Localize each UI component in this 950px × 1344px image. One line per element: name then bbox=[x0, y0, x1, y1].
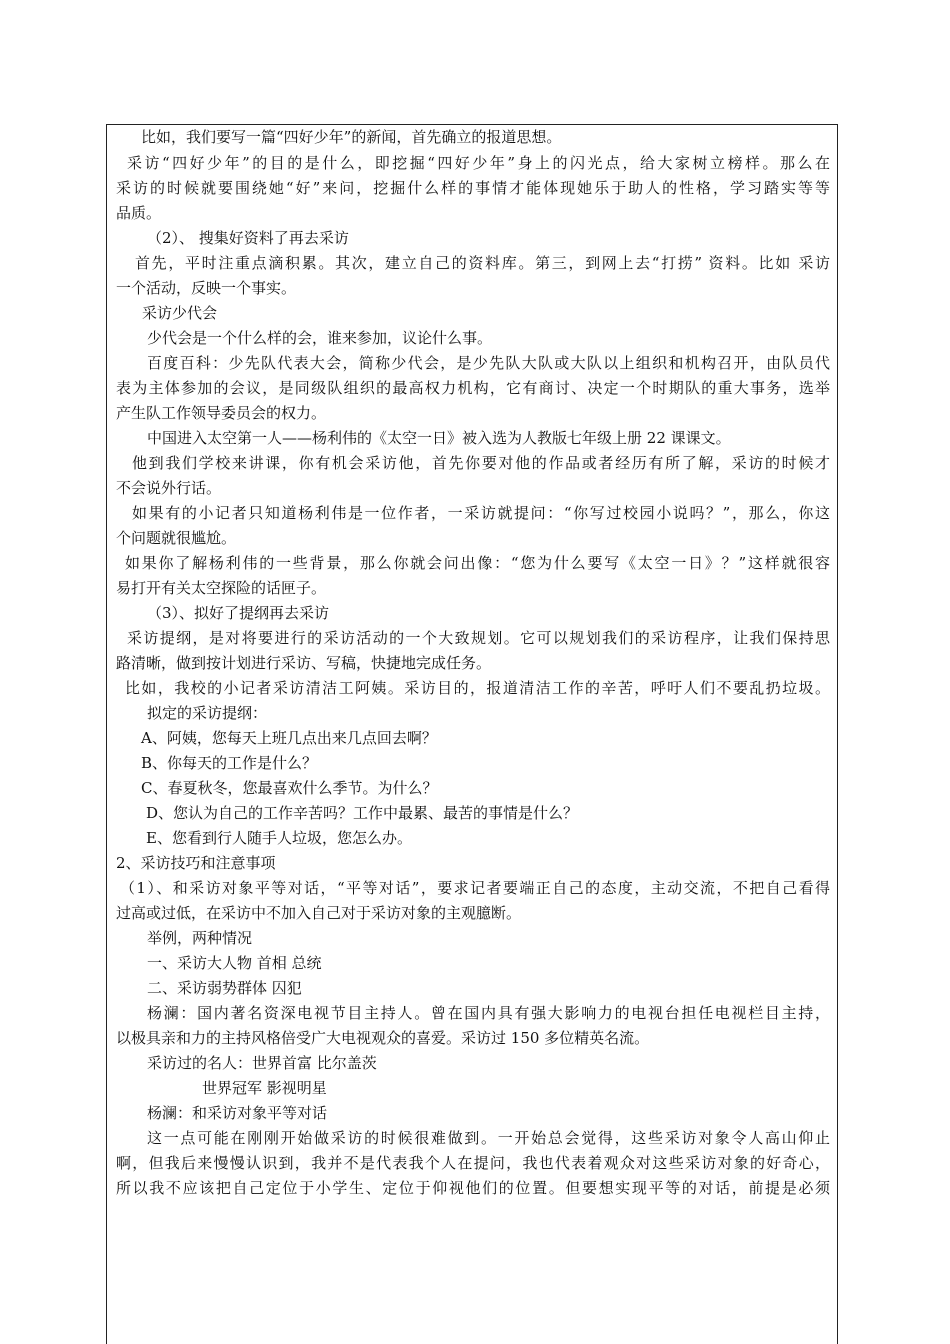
text-line: 举例，两种情况 bbox=[147, 929, 253, 947]
section-heading: （3）、拟好了提纲再去采访 bbox=[147, 604, 330, 622]
list-item: B、你每天的工作是什么？ bbox=[141, 754, 318, 772]
text-line: 采访过的名人：世界首富 比尔盖茨 bbox=[147, 1054, 377, 1072]
list-item: C、春夏秋冬，您最喜欢什么季节。为什么？ bbox=[141, 779, 438, 797]
text-line: 个问题就很尴尬。 bbox=[116, 529, 237, 547]
text-line: 以极具亲和力的主持风格倍受广大电视观众的喜爱。采访过 150 多位精英名流。 bbox=[116, 1029, 650, 1047]
list-item: E、您看到行人随手人垃圾，您怎么办。 bbox=[146, 829, 412, 847]
text-line: 如果有的小记者只知道杨利伟是一位作者，一采访就提问：“你写过校园小说吗？”，那么，你这 bbox=[132, 504, 830, 522]
text-line: 杨澜：和采访对象平等对话 bbox=[147, 1104, 328, 1122]
text-line: 采访的时候就要围绕她“好”来问，挖掘什么样的事情才能体现她乐于助人的性格，学习踏实等等 bbox=[116, 179, 830, 197]
text-line: 采访“四好少年”的目的是什么，即挖掘“四好少年”身上的闪光点，给大家树立榜样。那么在 bbox=[127, 154, 830, 172]
text-line: 产生队工作领导委员会的权力。 bbox=[116, 404, 327, 422]
text-line: 比如，我校的小记者采访清洁工阿姨。采访目的，报道清洁工作的辛苦，呼吁人们不要乱扔垃圾。 bbox=[125, 679, 830, 697]
text-line: 易打开有关太空探险的话匣子。 bbox=[116, 579, 327, 597]
text-line: 表为主体参加的会议，是同级队组织的最高权力机构，它有商讨、决定一个时期队的重大事务，选举 bbox=[116, 379, 830, 397]
list-item: D、您认为自己的工作辛苦吗？工作中最累、最苦的事情是什么？ bbox=[146, 804, 579, 822]
text-line: 不会说外行话。 bbox=[116, 479, 222, 497]
text-line: 啊，但我后来慢慢认识到，我并不是代表我个人在提问，我也代表着观众对这些采访对象的好奇心， bbox=[116, 1154, 830, 1172]
text-line: 如果你了解杨利伟的一些背景，那么你就会问出像：“您为什么要写《太空一日》？”这样就很容 bbox=[125, 554, 830, 572]
text-line: 二、采访弱势群体 囚犯 bbox=[147, 979, 302, 997]
text-line: 路清晰，做到按计划进行采访、写稿，快捷地完成任务。 bbox=[116, 654, 492, 672]
text-line: 所以我不应该把自己定位于小学生、定位于仰视他们的位置。但要想实现平等的对话，前提是必须 bbox=[116, 1179, 830, 1197]
text-line: 百度百科：少先队代表大会，简称少代会，是少先队大队或大队以上组织和机构召开，由队员代 bbox=[147, 354, 830, 372]
text-line: 他到我们学校来讲课，你有机会采访他，首先你要对他的作品或者经历有所了解，采访的时候才 bbox=[132, 454, 830, 472]
text-line: 一、采访大人物 首相 总统 bbox=[147, 954, 322, 972]
text-line: 比如，我们要写一篇“四好少年”的新闻，首先确立的报道思想。 bbox=[141, 128, 562, 146]
text-line: 采访提纲，是对将要进行的采访活动的一个大致规划。它可以规划我们的采访程序，让我们保持思 bbox=[127, 629, 830, 647]
section-heading: 2、采访技巧和注意事项 bbox=[116, 854, 276, 872]
text-line: 这一点可能在刚刚开始做采访的时候很难做到。一开始总会觉得，这些采访对象令人高山仰止 bbox=[147, 1129, 830, 1147]
text-line: 杨澜：国内著名资深电视节目主持人。曾在国内具有强大影响力的电视台担任电视栏目主持， bbox=[147, 1004, 830, 1022]
section-heading: （2）、 搜集好资料了再去采访 bbox=[147, 229, 349, 247]
text-line: 少代会是一个什么样的会，谁来参加，议论什么事。 bbox=[147, 329, 493, 347]
text-line: 一个活动，反映一个事实。 bbox=[116, 279, 297, 297]
text-line: 过高或过低，在采访中不加入自己对于采访对象的主观臆断。 bbox=[116, 904, 522, 922]
text-line: 世界冠军 影视明星 bbox=[202, 1079, 327, 1097]
text-line: 品质。 bbox=[116, 204, 162, 222]
text-line: 首先，平时注重点滴积累。其次，建立自己的资料库。第三，到网上去“打捞” 资料。比如 采访 bbox=[135, 254, 830, 272]
text-line: 中国进入太空第一人——杨利伟的《太空一日》被入选为人教版七年级上册 22 课课文。 bbox=[147, 429, 731, 447]
text-line: 拟定的采访提纲： bbox=[147, 704, 268, 722]
text-line: （1）、和采访对象平等对话，“平等对话”，要求记者要端正自己的态度，主动交流，不把自己看得 bbox=[120, 879, 830, 897]
text-line: 采访少代会 bbox=[142, 304, 218, 322]
list-item: A、阿姨，您每天上班几点出来几点回去啊？ bbox=[141, 729, 437, 747]
